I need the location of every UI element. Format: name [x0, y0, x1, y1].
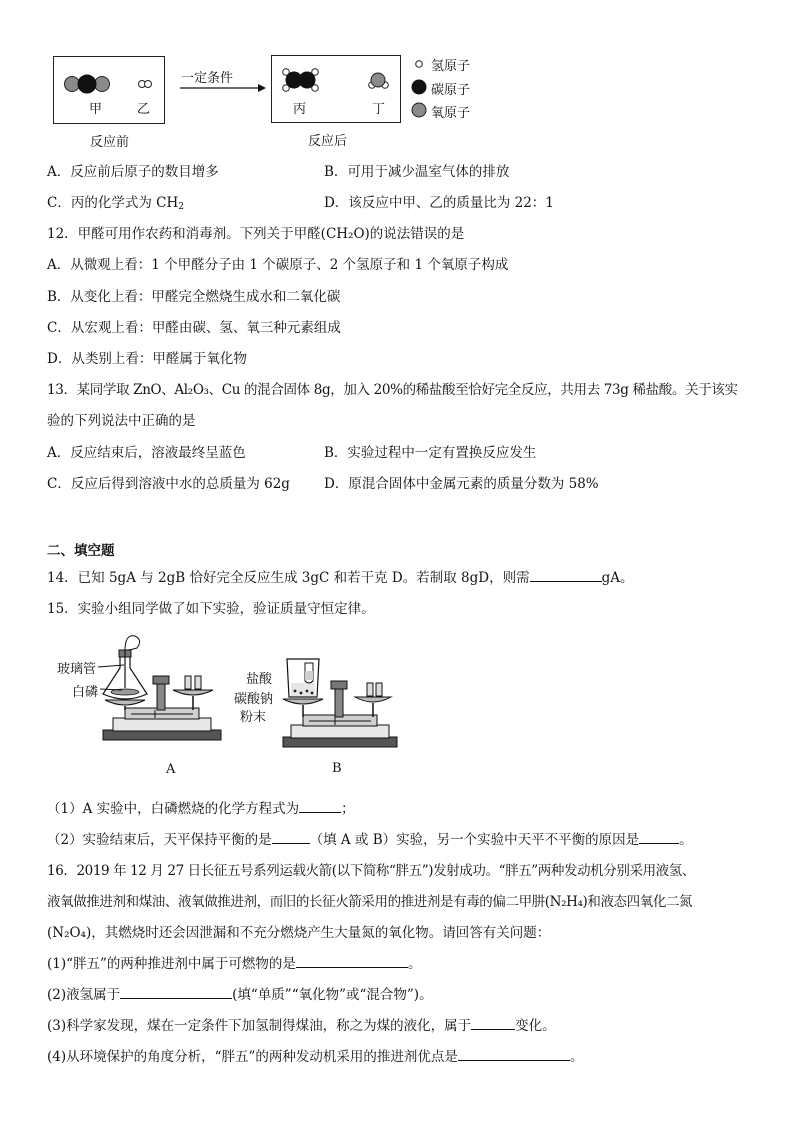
label-white-phosphorus: 白磷: [72, 685, 99, 700]
reaction-condition-label: 一定条件: [181, 71, 234, 86]
q11-option-c: [47, 191, 184, 212]
q16-part3-end: 变化。: [515, 1018, 556, 1034]
label-bing: 丙: [293, 102, 307, 117]
legend-carbon: 碳原子: [431, 83, 471, 98]
q12-stem: 12．甲醛可用作农药和消毒剂。下列关于甲醛(CH₂O)的说法错误的是: [47, 226, 465, 242]
q14-line: [47, 566, 634, 586]
carbon-atom-legend-icon: [411, 79, 427, 95]
glass-tube-pointer-line: [98, 662, 126, 672]
label-yi: 乙: [137, 102, 151, 117]
q15-stem: 15．实验小组同学做了如下实验，验证质量守恒定律。: [47, 601, 375, 617]
balance-b-diagram: [275, 653, 405, 755]
q11-option-a: A．反应前后原子的数目增多: [47, 164, 219, 180]
q14-text-post: gA。: [601, 570, 634, 586]
label-sodium-carbonate: 碳酸钠: [234, 692, 274, 707]
q11-option-c-text: C．丙的化学式为 CH: [47, 195, 179, 211]
hydrogen-atom-yi-right: [145, 81, 152, 88]
q15-part1-blank[interactable]: [299, 799, 341, 813]
q15-part2: [47, 828, 693, 848]
q15-part1-end: ；: [341, 801, 355, 817]
q16-part4-blank[interactable]: [458, 1047, 570, 1061]
q13-option-b: B．实验过程中一定有置换反应发生: [324, 445, 537, 461]
q16-part1: [47, 952, 421, 972]
q16-part2-text: (2)液氢属于: [47, 987, 121, 1003]
q11-option-d: D．该反应中甲、乙的质量比为 22：1: [324, 195, 554, 211]
q15-part2-mid: （填 A 或 B）实验，另一个实验中天平不平衡的原因是: [309, 832, 640, 848]
label-powder: 粉末: [240, 710, 267, 725]
q14-answer-blank[interactable]: [530, 568, 602, 582]
legend-hydrogen: 氢原子: [431, 59, 471, 74]
q13-option-c: C．反应后得到溶液中水的总质量为 62g: [47, 476, 290, 492]
hydrogen-atom-legend-icon: [413, 58, 425, 70]
q15-part1-text: （1）A 实验中，白磷燃烧的化学方程式为: [47, 801, 300, 817]
q15-part2-text: （2）实验结束后，天平保持平衡的是: [47, 832, 272, 848]
q16-part1-end: 。: [407, 956, 422, 972]
q16-stem-line3: (N₂O₄)，其燃烧时还会因泄漏和不充分燃烧产生大量氮的氧化物。请回答有关问题：: [47, 925, 551, 941]
q16-part3-blank[interactable]: [471, 1016, 515, 1030]
q12-option-b: B．从变化上看：甲醛完全燃烧生成水和二氧化碳: [47, 289, 341, 305]
q15-part2-end: 。: [679, 832, 693, 848]
q16-stem-line2: 液氧做推进剂和煤油、液氧做推进剂，而旧的长征火箭采用的推进剂是有毒的偏二甲肼(N₂H₄)和液态四氧化二氮: [47, 894, 693, 910]
label-jia: 甲: [89, 102, 103, 117]
q13-option-d: D．原混合固体中金属元素的质量分数为 58%: [324, 476, 599, 492]
q16-part2-blank[interactable]: [120, 985, 232, 999]
q13-option-a: A．反应结束后，溶液最终呈蓝色: [47, 445, 246, 461]
q16-part1-text: (1)“胖五”的两种推进剂中属于可燃物的是: [47, 956, 296, 972]
q16-stem-line1: 16．2019 年 12 月 27 日长征五号系列运载火箭(以下简称“胖五”)发射成功。“胖五”两种发动机分别采用液氢、: [47, 863, 695, 879]
q13-stem-line1: 13．某同学取 ZnO、Al₂O₃、Cu 的混合固体 8g，加入 20%的稀盐酸至恰好完全反应，共用去 73g 稀盐酸。关于该实: [47, 382, 738, 398]
q16-part2: [47, 983, 433, 1003]
oxygen-atom-ding: [371, 73, 385, 87]
oxygen-atom-jia-right: [95, 77, 110, 92]
label-hydrochloric-acid: 盐酸: [246, 672, 273, 687]
q16-part2-end: (填“单质”“氧化物”或“混合物”)。: [232, 987, 433, 1003]
legend-oxygen: 氧原子: [431, 106, 471, 121]
q15-part2-blank1[interactable]: [272, 830, 310, 844]
q16-part4: [47, 1045, 583, 1065]
q16-part3-text: (3)科学家发现，煤在一定条件下加氢制得煤油，称之为煤的液化，属于: [47, 1018, 472, 1034]
oxygen-atom-jia-left: [65, 77, 80, 92]
q14-text-pre: 14．已知 5gA 与 2gB 恰好完全反应生成 3gC 和若干克 D。若制取 8gD，则需: [47, 570, 530, 586]
q16-part1-blank[interactable]: [296, 954, 408, 968]
label-ding: 丁: [372, 102, 386, 117]
q12-option-d: D．从类别上看：甲醛属于氧化物: [47, 351, 247, 367]
reaction-arrow-icon: [178, 82, 268, 94]
q13-stem-line2: 验的下列说法中正确的是: [47, 413, 196, 429]
label-glass-tube: 玻璃管: [57, 662, 97, 677]
q15-part1: [47, 797, 355, 817]
caption-b: B: [332, 761, 342, 776]
caption-a: A: [166, 762, 176, 777]
q11-option-c-subscript: 2: [178, 202, 184, 212]
q12-option-c: C．从宏观上看：甲醛由碳、氢、氧三种元素组成: [47, 320, 341, 336]
before-caption: 反应前: [90, 135, 130, 150]
after-caption: 反应后: [308, 134, 348, 149]
section-heading-fill-in: 二、填空题: [47, 543, 115, 559]
carbon-atom-jia: [78, 75, 96, 93]
q16-part3: [47, 1014, 556, 1034]
q15-part2-blank2[interactable]: [639, 830, 679, 844]
phosphorus-pointer-line: [100, 684, 126, 694]
carbon-atom-bing-right: [299, 72, 316, 89]
q16-part4-end: 。: [569, 1049, 584, 1065]
oxygen-atom-legend-icon: [411, 102, 427, 118]
q12-option-a: A．从微观上看：1 个甲醛分子由 1 个碳原子、2 个氢原子和 1 个氧原子构成: [47, 257, 509, 273]
q11-option-b: B．可用于减少温室气体的排放: [324, 164, 510, 180]
q16-part4-text: (4)从环境保护的角度分析，“胖五”的两种发动机采用的推进剂优点是: [47, 1049, 458, 1065]
